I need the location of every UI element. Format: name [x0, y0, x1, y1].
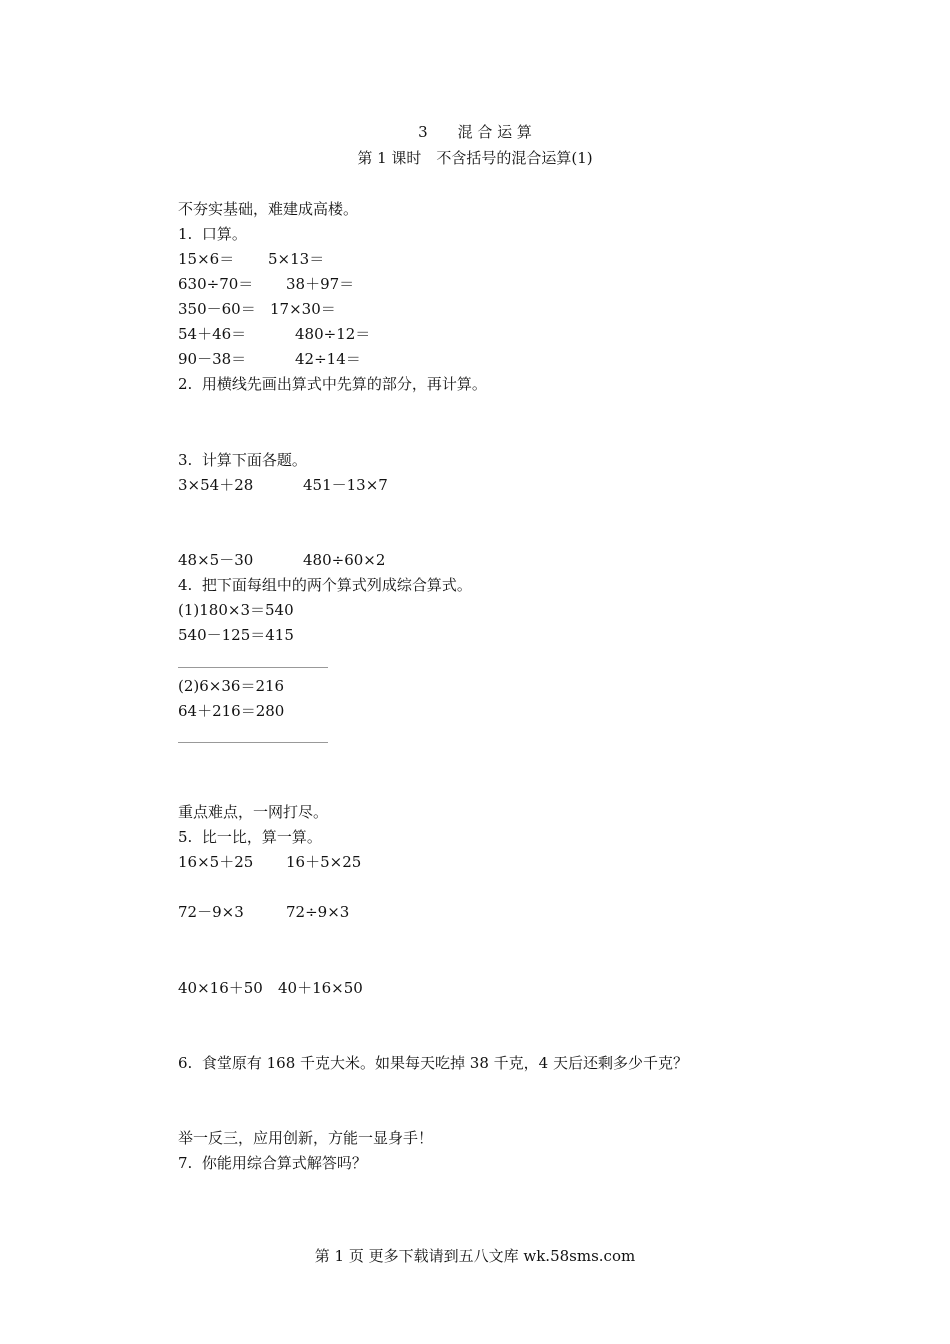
q3-row2-a: 48×5－30 — [178, 551, 254, 569]
q1-row4-a: 54＋46＝ — [178, 325, 247, 343]
q1-row1-a: 15×6＝ — [178, 250, 235, 268]
q1-row5-a: 90－38＝ — [178, 350, 247, 368]
q5-row2-b: 72÷9×3 — [286, 903, 350, 921]
section2-slogan: 重点难点，一网打尽。 — [178, 803, 329, 821]
q1-row5-b: 42÷14＝ — [295, 350, 361, 368]
q5-row1-a: 16×5＋25 — [178, 853, 254, 871]
section1-slogan: 不夯实基础，难建成高楼。 — [178, 200, 359, 218]
q7-title: 7. 你能用综合算式解答吗？ — [178, 1154, 367, 1172]
q1-row2-a: 630÷70＝ — [178, 275, 254, 293]
q1-row3-b: 17×30＝ — [270, 300, 336, 318]
chapter-title: 3 混 合 运 算 — [418, 123, 532, 141]
section3-slogan: 举一反三，应用创新，方能一显身手！ — [178, 1129, 434, 1147]
q3-row1-b: 451－13×7 — [303, 476, 388, 494]
q3-row2-b: 480÷60×2 — [303, 551, 386, 569]
q5-title: 5. 比一比，算一算。 — [178, 828, 322, 846]
q6-title: 6. 食堂原有 168 千克大米。如果每天吃掉 38 千克，4 天后还剩多少千克？ — [178, 1054, 688, 1072]
page-footer: 第 1 页 更多下载请到五八文库 wk.58sms.com — [314, 1247, 636, 1265]
q4-group1-line1: (1)180×3＝540 — [178, 601, 294, 619]
q3-title: 3. 计算下面各题。 — [178, 451, 307, 469]
q4-group1-line2: 540－125＝415 — [178, 626, 294, 644]
q4-group1-answer-line — [178, 667, 328, 668]
q4-group2-answer-line — [178, 742, 328, 743]
q1-row3-a: 350－60＝ — [178, 300, 256, 318]
q2-title: 2. 用横线先画出算式中先算的部分，再计算。 — [178, 375, 487, 393]
q1-row2-b: 38＋97＝ — [286, 275, 355, 293]
q1-row4-b: 480÷12＝ — [295, 325, 371, 343]
q5-row3-b: 40＋16×50 — [278, 979, 363, 997]
q1-row1-b: 5×13＝ — [268, 250, 325, 268]
q3-row1-a: 3×54＋28 — [178, 476, 254, 494]
lesson-title: 第 1 课时 不含括号的混合运算(1) — [357, 149, 593, 167]
q4-group2-line2: 64＋216＝280 — [178, 702, 285, 720]
q5-row1-b: 16＋5×25 — [286, 853, 362, 871]
q4-group2-line1: (2)6×36＝216 — [178, 677, 285, 695]
q5-row2-a: 72－9×3 — [178, 903, 244, 921]
q4-title: 4. 把下面每组中的两个算式列成综合算式。 — [178, 576, 472, 594]
q5-row3-a: 40×16＋50 — [178, 979, 263, 997]
q1-title: 1. 口算。 — [178, 225, 247, 243]
